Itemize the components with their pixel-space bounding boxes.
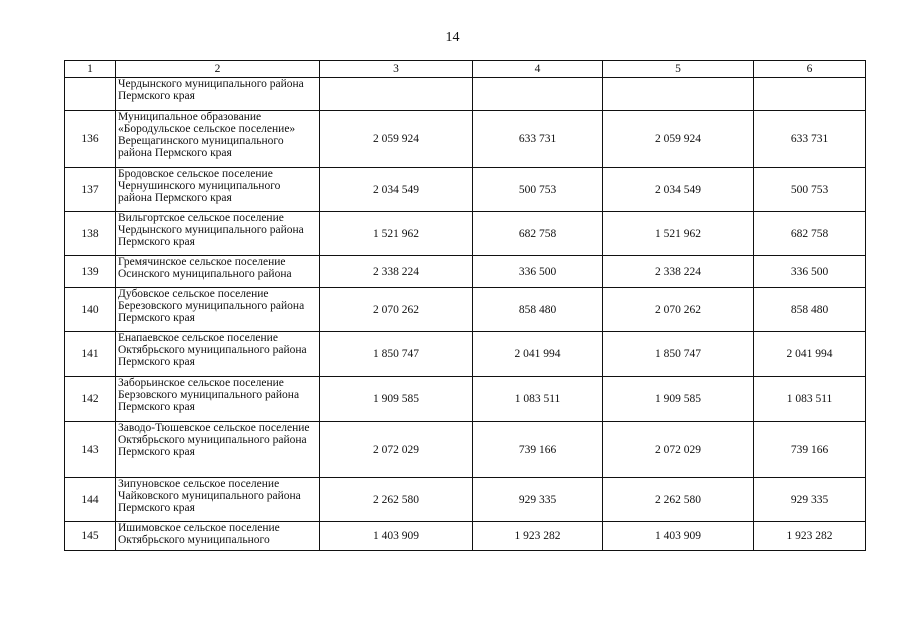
page-number: 14 bbox=[445, 30, 460, 45]
header-row bbox=[65, 61, 866, 78]
cell-col-6: 336 500 bbox=[754, 256, 866, 288]
header-col-3: 3 bbox=[320, 61, 473, 78]
cell-col-4: 858 480 bbox=[473, 288, 603, 332]
cell-col-6: 1 923 282 bbox=[754, 522, 866, 551]
cell-col-4: 633 731 bbox=[473, 111, 603, 168]
cell-col-5 bbox=[603, 78, 754, 111]
cell-col-5: 2 070 262 bbox=[603, 288, 754, 332]
table-header bbox=[65, 61, 866, 78]
table-row bbox=[65, 422, 866, 478]
budget-table bbox=[64, 60, 866, 551]
table-row bbox=[65, 168, 866, 212]
cell-col-4 bbox=[473, 78, 603, 111]
cell-num: 141 bbox=[65, 332, 116, 377]
cell-col-6: 682 758 bbox=[754, 212, 866, 256]
cell-col-4: 1 923 282 bbox=[473, 522, 603, 551]
cell-name: Дубовское сельское поселение Березовского муниципального района Пермского края bbox=[116, 288, 320, 332]
header-col-4: 4 bbox=[473, 61, 603, 78]
cell-col-4: 1 083 511 bbox=[473, 377, 603, 422]
table-row-continuation bbox=[65, 78, 866, 111]
cell-col-3: 2 034 549 bbox=[320, 168, 473, 212]
cell-col-6 bbox=[754, 78, 866, 111]
cell-col-6: 739 166 bbox=[754, 422, 866, 478]
cell-col-6: 1 083 511 bbox=[754, 377, 866, 422]
cell-col-4: 682 758 bbox=[473, 212, 603, 256]
cell-col-5: 1 909 585 bbox=[603, 377, 754, 422]
cell-name: Муниципальное образование «Бородульское сельское поселение» Верещагинского муниципального района Пермского края bbox=[116, 111, 320, 168]
table-row bbox=[65, 377, 866, 422]
cell-col-3: 2 262 580 bbox=[320, 478, 473, 522]
table-body bbox=[65, 78, 866, 551]
cell-col-5: 2 338 224 bbox=[603, 256, 754, 288]
cell-col-3: 2 072 029 bbox=[320, 422, 473, 478]
cell-col-4: 336 500 bbox=[473, 256, 603, 288]
cell-col-6: 633 731 bbox=[754, 111, 866, 168]
cell-col-3 bbox=[320, 78, 473, 111]
cell-col-6: 929 335 bbox=[754, 478, 866, 522]
cell-col-5: 2 034 549 bbox=[603, 168, 754, 212]
cell-name: Енапаевское сельское поселение Октябрьского муниципального района Пермского края bbox=[116, 332, 320, 377]
cell-col-3: 2 338 224 bbox=[320, 256, 473, 288]
table-row bbox=[65, 212, 866, 256]
cell-col-5: 2 072 029 bbox=[603, 422, 754, 478]
table-row bbox=[65, 256, 866, 288]
cell-col-4: 739 166 bbox=[473, 422, 603, 478]
table-row bbox=[65, 288, 866, 332]
cell-num: 142 bbox=[65, 377, 116, 422]
cell-col-3: 1 403 909 bbox=[320, 522, 473, 551]
cell-name: Ишимовское сельское поселение Октябрьского муниципального bbox=[116, 522, 320, 551]
cell-col-5: 2 262 580 bbox=[603, 478, 754, 522]
cell-col-5: 1 403 909 bbox=[603, 522, 754, 551]
cell-name: Заводо-Тюшевское сельское поселение Октябрьского муниципального района Пермского края bbox=[116, 422, 320, 478]
cell-name: Заборьинское сельское поселение Берзовского муниципального района Пермского края bbox=[116, 377, 320, 422]
cell-col-3: 1 909 585 bbox=[320, 377, 473, 422]
cell-col-5: 1 521 962 bbox=[603, 212, 754, 256]
cell-name: Зипуновское сельское поселение Чайковского муниципального района Пермского края bbox=[116, 478, 320, 522]
cell-col-4: 500 753 bbox=[473, 168, 603, 212]
cell-col-5: 1 850 747 bbox=[603, 332, 754, 377]
cell-col-3: 1 521 962 bbox=[320, 212, 473, 256]
cell-name: Вильгортское сельское поселение Чердынского муниципального района Пермского края bbox=[116, 212, 320, 256]
cell-num: 140 bbox=[65, 288, 116, 332]
cell-name: Чердынского муниципального района Пермского края bbox=[116, 78, 320, 111]
table-row bbox=[65, 522, 866, 551]
cell-col-4: 929 335 bbox=[473, 478, 603, 522]
cell-col-3: 2 070 262 bbox=[320, 288, 473, 332]
cell-col-6: 858 480 bbox=[754, 288, 866, 332]
cell-num: 137 bbox=[65, 168, 116, 212]
table-row bbox=[65, 478, 866, 522]
cell-num bbox=[65, 78, 116, 111]
table-row bbox=[65, 111, 866, 168]
header-col-6: 6 bbox=[754, 61, 866, 78]
cell-num: 136 bbox=[65, 111, 116, 168]
cell-col-3: 1 850 747 bbox=[320, 332, 473, 377]
header-col-5: 5 bbox=[603, 61, 754, 78]
header-col-1: 1 bbox=[65, 61, 116, 78]
cell-col-5: 2 059 924 bbox=[603, 111, 754, 168]
cell-num: 138 bbox=[65, 212, 116, 256]
cell-num: 145 bbox=[65, 522, 116, 551]
cell-name: Бродовское сельское поселение Чернушинского муниципального района Пермского края bbox=[116, 168, 320, 212]
cell-num: 143 bbox=[65, 422, 116, 478]
cell-num: 139 bbox=[65, 256, 116, 288]
cell-col-4: 2 041 994 bbox=[473, 332, 603, 377]
cell-col-6: 500 753 bbox=[754, 168, 866, 212]
cell-col-3: 2 059 924 bbox=[320, 111, 473, 168]
cell-num: 144 bbox=[65, 478, 116, 522]
table-row bbox=[65, 332, 866, 377]
cell-col-6: 2 041 994 bbox=[754, 332, 866, 377]
header-col-2: 2 bbox=[116, 61, 320, 78]
cell-name: Гремячинское сельское поселение Осинского муниципального района bbox=[116, 256, 320, 288]
